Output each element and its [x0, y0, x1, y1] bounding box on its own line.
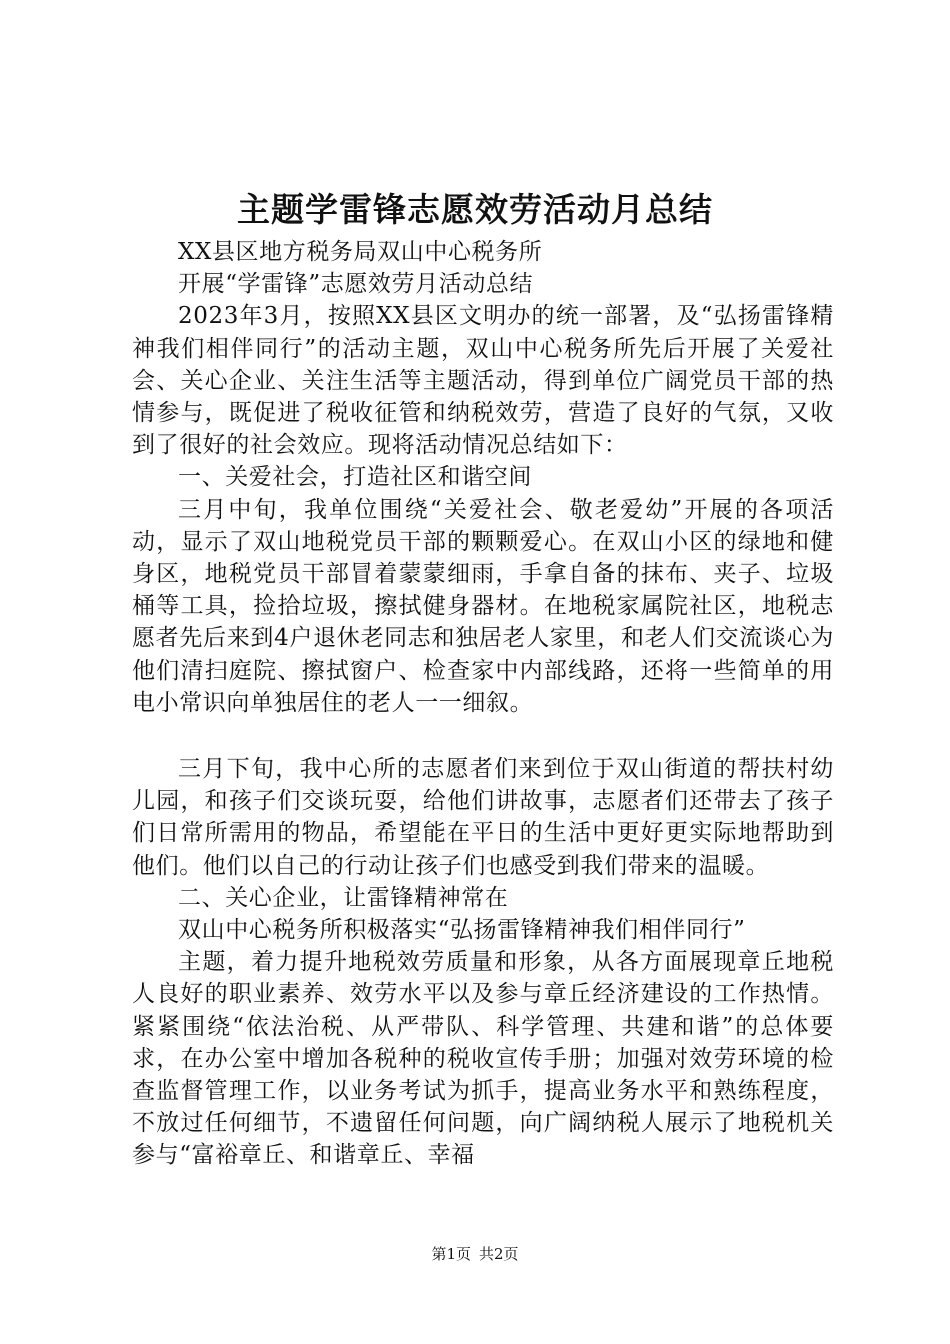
paragraph-subtitle: 开展“学雷锋”志愿效劳月活动总结: [178, 271, 534, 298]
paragraph-org-name: XX县区地方税务局双山中心税务所: [178, 239, 543, 265]
section-heading-2: 二、关心企业，让雷锋精神常在: [178, 884, 509, 911]
paragraph-section-1b: 三月下旬，我中心所的志愿者们来到位于双山街道的帮扶村幼儿园，和孩子们交谈玩耍，给他们讲故事，志愿者们还带去了孩子们日常所需用的物品，希望能在平日的生活中更好更实际地帮助到他们。他们以自己的行动让孩子们也感受到我们带来的温暖。: [132, 756, 834, 879]
page-total: 共2页: [479, 1245, 519, 1263]
paragraph-spacer: [132, 719, 834, 753]
paragraph-intro: 2023年3月，按照XX县区文明办的统一部署，及“弘扬雷锋精神我们相伴同行”的活动主题，双山中心税务所先后开展了关爱社会、关心企业、关注生活等主题活动，得到单位广阔党员干部的热情参与，既促进了税收征管和纳税效劳，营造了良好的气氛，又收到了很好的社会效应。现将活动情况总结如下：: [132, 303, 834, 459]
document-title: 主题学雷锋志愿效劳活动月总结: [237, 190, 713, 229]
section-heading-1: 一、关爱社会，打造社区和谐空间: [178, 464, 532, 491]
document-body: [132, 236, 834, 1172]
page-footer: [0, 1244, 950, 1264]
paragraph-section-1a: 三月中旬，我单位围绕“关爱社会、敬老爱幼”开展的各项活动，显示了双山地税党员干部的颗颗爱心。在双山小区的绿地和健身区，地税党员干部冒着蒙蒙细雨，手拿自备的抹布、夹子、垃圾桶等工具，捡拾垃圾，擦拭健身器材。在地税家属院社区，地税志愿者先后来到4户退休老同志和独居老人家里，和老人们交流谈心为他们清扫庭院、擦拭窗户、检查家中内部线路，还将一些简单的用电小常识向单独居住的老人一一细叙。: [132, 496, 834, 716]
paragraph-section-2a: 双山中心税务所积极落实“弘扬雷锋精神我们相伴同行”: [178, 917, 746, 944]
page-number: 第1页: [431, 1245, 471, 1263]
paragraph-section-2b: 主题，着力提升地税效劳质量和形象，从各方面展现章丘地税人良好的职业素养、效劳水平以及参与章丘经济建设的工作热情。紧紧围绕“依法治税、从严带队、科学管理、共建和谐”的总体要求，在办公室中增加各税种的税收宣传手册；加强对效劳环境的检查监督管理工作，以业务考试为抓手，提高业务水平和熟练程度，不放过任何细节，不遗留任何问题，向广阔纳税人展示了地税机关参与“富裕章丘、和谐章丘、幸福: [132, 949, 834, 1169]
